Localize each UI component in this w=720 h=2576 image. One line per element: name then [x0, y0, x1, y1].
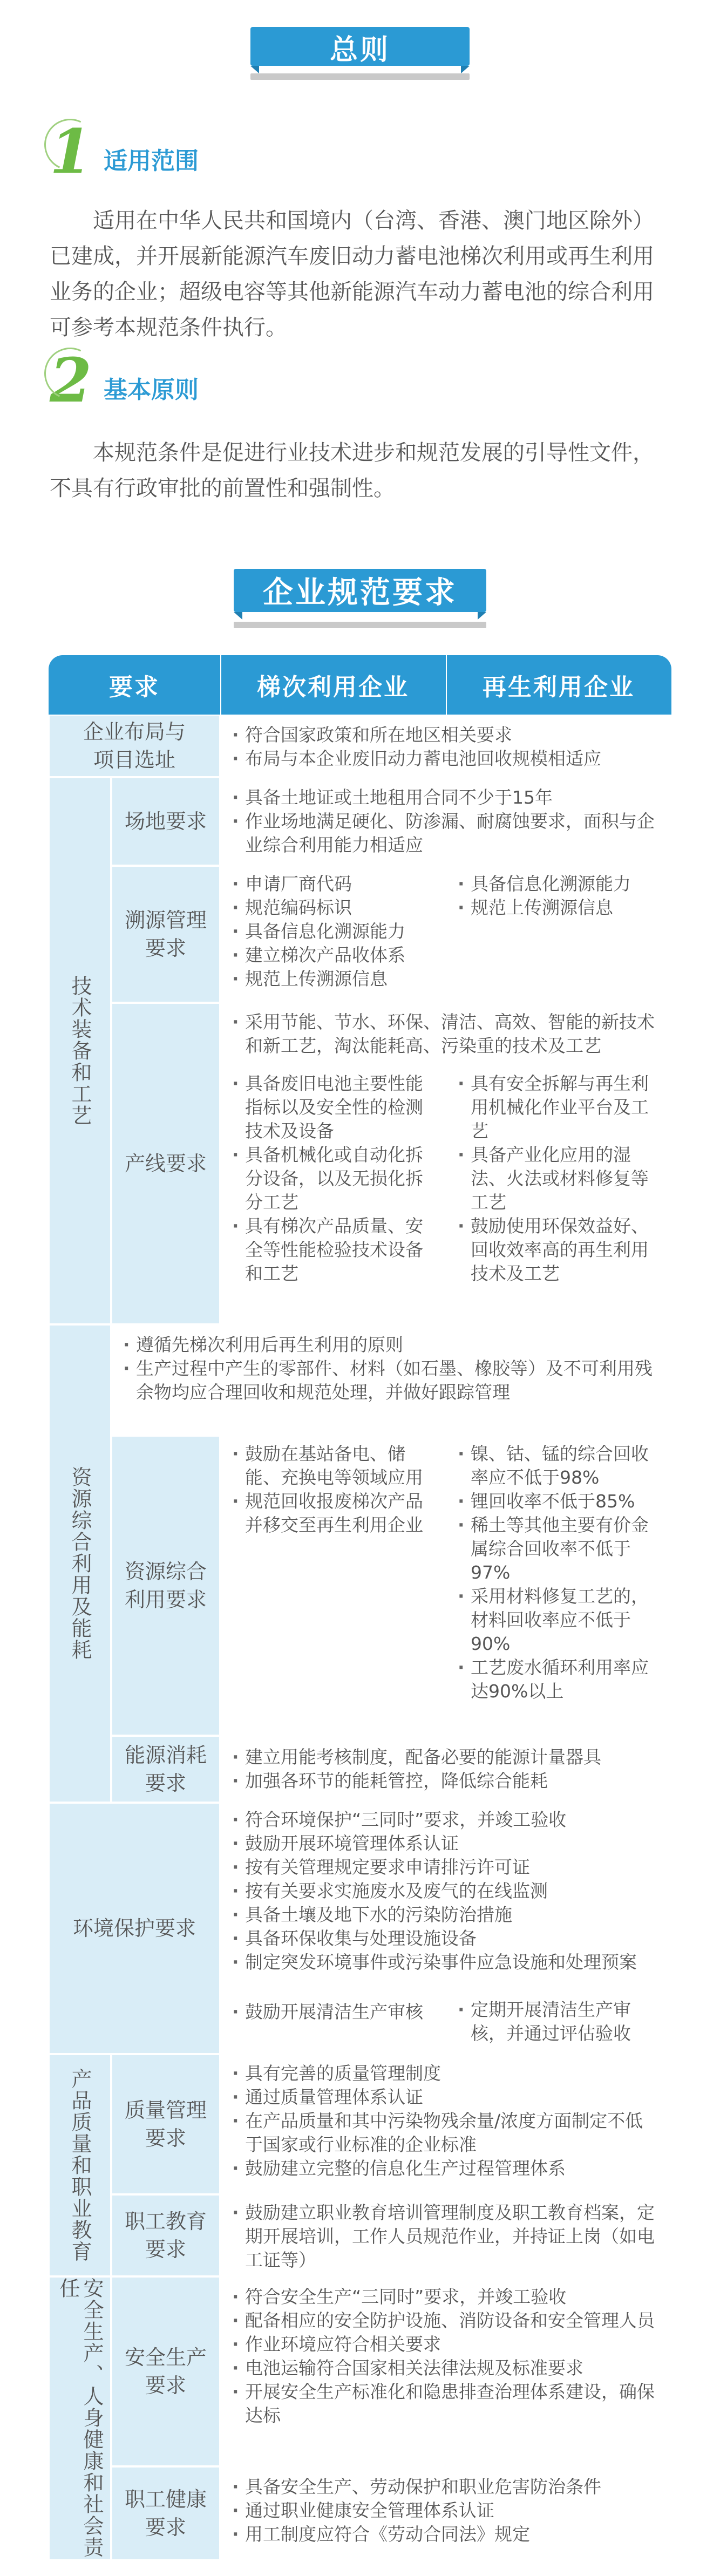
- section-title: 适用范围: [104, 147, 199, 175]
- row-label-sp: 安全生产 要求: [111, 2276, 220, 2466]
- list-item: · 稀土等其他主要有价金属综合回收率不低于97%: [457, 1513, 661, 1585]
- list-item: · 作业场地满足硬化、防渗漏、耐腐蚀要求，面积与企业综合利用能力相适应: [231, 810, 661, 857]
- table-header: [49, 655, 671, 715]
- row-label-layout: 企业布局与 项目选址: [49, 715, 220, 777]
- list-item: · 按有关要求实施废水及废气的在线监测: [231, 1879, 661, 1903]
- list-item: · 具备信息化溯源能力: [231, 920, 435, 943]
- list-item: · 鼓励在基站备电、储能、充换电等领域应用: [231, 1442, 435, 1490]
- requirements-banner-title: 企业规范要求: [263, 575, 457, 610]
- trace-left: [220, 866, 446, 1003]
- list-item: · 遵循先梯次利用后再生利用的原则: [122, 1333, 661, 1357]
- env-right: [446, 1992, 671, 2054]
- list-item: · 鼓励开展清洁生产审核: [231, 2000, 435, 2024]
- list-item: · 电池运输符合国家相关法律法规及标准要求: [231, 2356, 661, 2380]
- list-item: · 通过职业健康安全管理体系认证: [231, 2499, 661, 2523]
- section-1-heading: [50, 117, 199, 187]
- section-1-text: 适用在中华人民共和国境内（台湾、香港、澳门地区除外）已建成，并开展新能源汽车废旧动力蓄电池梯次利用或再生利用业务的企业；超级电容等其他新能源汽车动力蓄电池的综合利用可参考本规范条件执行。: [50, 208, 654, 340]
- list-item: · 建立梯次产品收体系: [231, 943, 435, 967]
- layout-items: [220, 715, 671, 777]
- header-requirement: 要求: [109, 674, 160, 701]
- list-item: · 规范编码标识: [231, 896, 435, 920]
- section-title: 基本原则: [104, 376, 199, 404]
- general-banner: [250, 21, 470, 80]
- list-item: · 用工制度应符合《劳动合同法》规定: [231, 2523, 661, 2546]
- header-recycle: 再生利用企业: [483, 674, 635, 701]
- list-item: · 工艺废水循环利用率应达90%以上: [457, 1656, 661, 1703]
- general-banner-title: 总则: [329, 33, 390, 66]
- qm-items: [220, 2054, 671, 2194]
- list-item: · 配备相应的安全防护设施、消防设备和安全管理人员: [231, 2309, 661, 2333]
- sp-items: [220, 2276, 671, 2466]
- list-item: · 鼓励建立职业教育培训管理制度及职工教育档案，定期开展培训，工作人员规范作业，并持证上岗（如电工证等）: [231, 2201, 661, 2272]
- header-cascade: 梯次利用企业: [257, 674, 409, 701]
- list-item: · 通过质量管理体系认证: [231, 2085, 661, 2109]
- category-env: 环境保护要求: [49, 1803, 220, 2054]
- category-resource: 资源综合利用及能耗: [49, 1324, 111, 1803]
- trace-right: [446, 866, 671, 1003]
- list-item: · 具备信息化溯源能力: [457, 872, 661, 896]
- section-2-text: 本规范条件是促进行业技术进步和规范发展的引导性文件，不具有行政审批的前置性和强制性。: [50, 440, 654, 501]
- row-label-comp: 资源综合 利用要求: [111, 1436, 220, 1736]
- env-left: [220, 1992, 446, 2054]
- row-label-energy: 能源消耗 要求: [111, 1736, 220, 1803]
- list-item: · 具有梯次产品质量、安全等性能检验技术设备和工艺: [231, 1214, 435, 1286]
- list-item: · 采用节能、节水、环保、清洁、高效、智能的新技术和新工艺，淘汰能耗高、污染重的技术及工艺: [231, 1010, 661, 1058]
- list-item: · 具有完善的质量管理制度: [231, 2062, 661, 2085]
- category-quality: 产品质量和职业教育: [49, 2054, 111, 2276]
- section-2-heading: [50, 345, 199, 416]
- list-item: · 鼓励建立完整的信息化生产过程管理体系: [231, 2157, 661, 2180]
- requirements-banner: [234, 561, 486, 628]
- row-label-site: 场地要求: [111, 777, 220, 866]
- list-item: · 按有关管理规定要求申请排污许可证: [231, 1855, 661, 1879]
- list-item: · 布局与本企业废旧动力蓄电池回收规模相适应: [231, 747, 661, 771]
- list-item: · 符合环境保护“三同时”要求，并竣工验收: [231, 1808, 661, 1832]
- list-item: · 鼓励开展环境管理体系认证: [231, 1832, 661, 1855]
- list-item: · 具备土壤及地下水的污染防治措施: [231, 1903, 661, 1927]
- row-label-edu: 职工教育 要求: [111, 2194, 220, 2276]
- list-item: · 具有安全拆解与再生利用机械化作业平台及工艺: [457, 1072, 661, 1143]
- line-common: [220, 1003, 671, 1065]
- list-item: · 鼓励使用环保效益好、回收效率高的再生利用技术及工艺: [457, 1214, 661, 1286]
- row-label-qm: 质量管理 要求: [111, 2054, 220, 2194]
- list-item: · 镍、钴、锰的综合回收率应不低于98%: [457, 1442, 661, 1490]
- list-item: · 生产过程中产生的零部件、材料（如石墨、橡胶等）及不可利用残余物均应合理回收和规范处理，并做好跟踪管理: [122, 1357, 661, 1404]
- list-item: · 在产品质量和其中污染物残余量/浓度方面制定不低于国家或行业标准的企业标准: [231, 2109, 661, 2157]
- comp-left: [220, 1436, 446, 1736]
- health-items: [220, 2466, 671, 2560]
- list-item: · 具备废旧电池主要性能指标以及安全性的检测技术及设备: [231, 1072, 435, 1143]
- requirements-table: [49, 655, 671, 2560]
- resource-common: [111, 1324, 671, 1436]
- list-item: · 采用材料修复工艺的，材料回收率应不低于90%: [457, 1585, 661, 1656]
- list-item: · 加强各环节的能耗管控，降低综合能耗: [231, 1769, 661, 1793]
- row-label-trace: 溯源管理 要求: [111, 866, 220, 1003]
- site-items: [220, 777, 671, 866]
- list-item: · 制定突发环境事件或污染事件应急设施和处理预案: [231, 1950, 661, 1974]
- list-item: · 符合安全生产“三同时”要求，并竣工验收: [231, 2285, 661, 2309]
- section-number: 2: [50, 345, 92, 416]
- list-item: · 符合国家政策和所在地区相关要求: [231, 723, 661, 747]
- list-item: · 定期开展清洁生产审核，并通过评估验收: [457, 1998, 661, 2045]
- list-item: · 具备环保收集与处理设施设备: [231, 1927, 661, 1950]
- list-item: · 具备产业化应用的湿法、火法或材料修复等工艺: [457, 1143, 661, 1214]
- list-item: · 建立用能考核制度，配备必要的能源计量器具: [231, 1745, 661, 1769]
- list-item: · 规范回收报废梯次产品并移交至再生利用企业: [231, 1490, 435, 1537]
- section-number: 1: [50, 117, 92, 187]
- row-label-health: 职工健康 要求: [111, 2466, 220, 2560]
- list-item: · 具备安全生产、劳动保护和职业危害防治条件: [231, 2475, 661, 2499]
- list-item: · 具备土地证或土地租用合同不少于15年: [231, 786, 661, 810]
- list-item: · 规范上传溯源信息: [231, 967, 435, 991]
- list-item: · 规范上传溯源信息: [457, 896, 661, 920]
- list-item: · 申请厂商代码: [231, 872, 435, 896]
- category-tech: 技术装备和工艺: [49, 777, 111, 1324]
- env-common: [220, 1803, 671, 1992]
- list-item: · 开展安全生产标准化和隐患排查治理体系建设，确保达标: [231, 2380, 661, 2428]
- category-safety: 安全生产、人身健康和社会责任: [49, 2276, 111, 2560]
- list-item: · 作业环境应符合相关要求: [231, 2333, 661, 2356]
- list-item: · 具备机械化或自动化拆分设备，以及无损化拆分工艺: [231, 1143, 435, 1214]
- comp-right: [446, 1436, 671, 1736]
- edu-items: [220, 2194, 671, 2276]
- energy-items: [220, 1736, 671, 1803]
- row-label-line: 产线要求: [111, 1003, 220, 1324]
- line-left: [220, 1065, 446, 1324]
- line-right: [446, 1065, 671, 1324]
- list-item: · 锂回收率不低于85%: [457, 1490, 661, 1513]
